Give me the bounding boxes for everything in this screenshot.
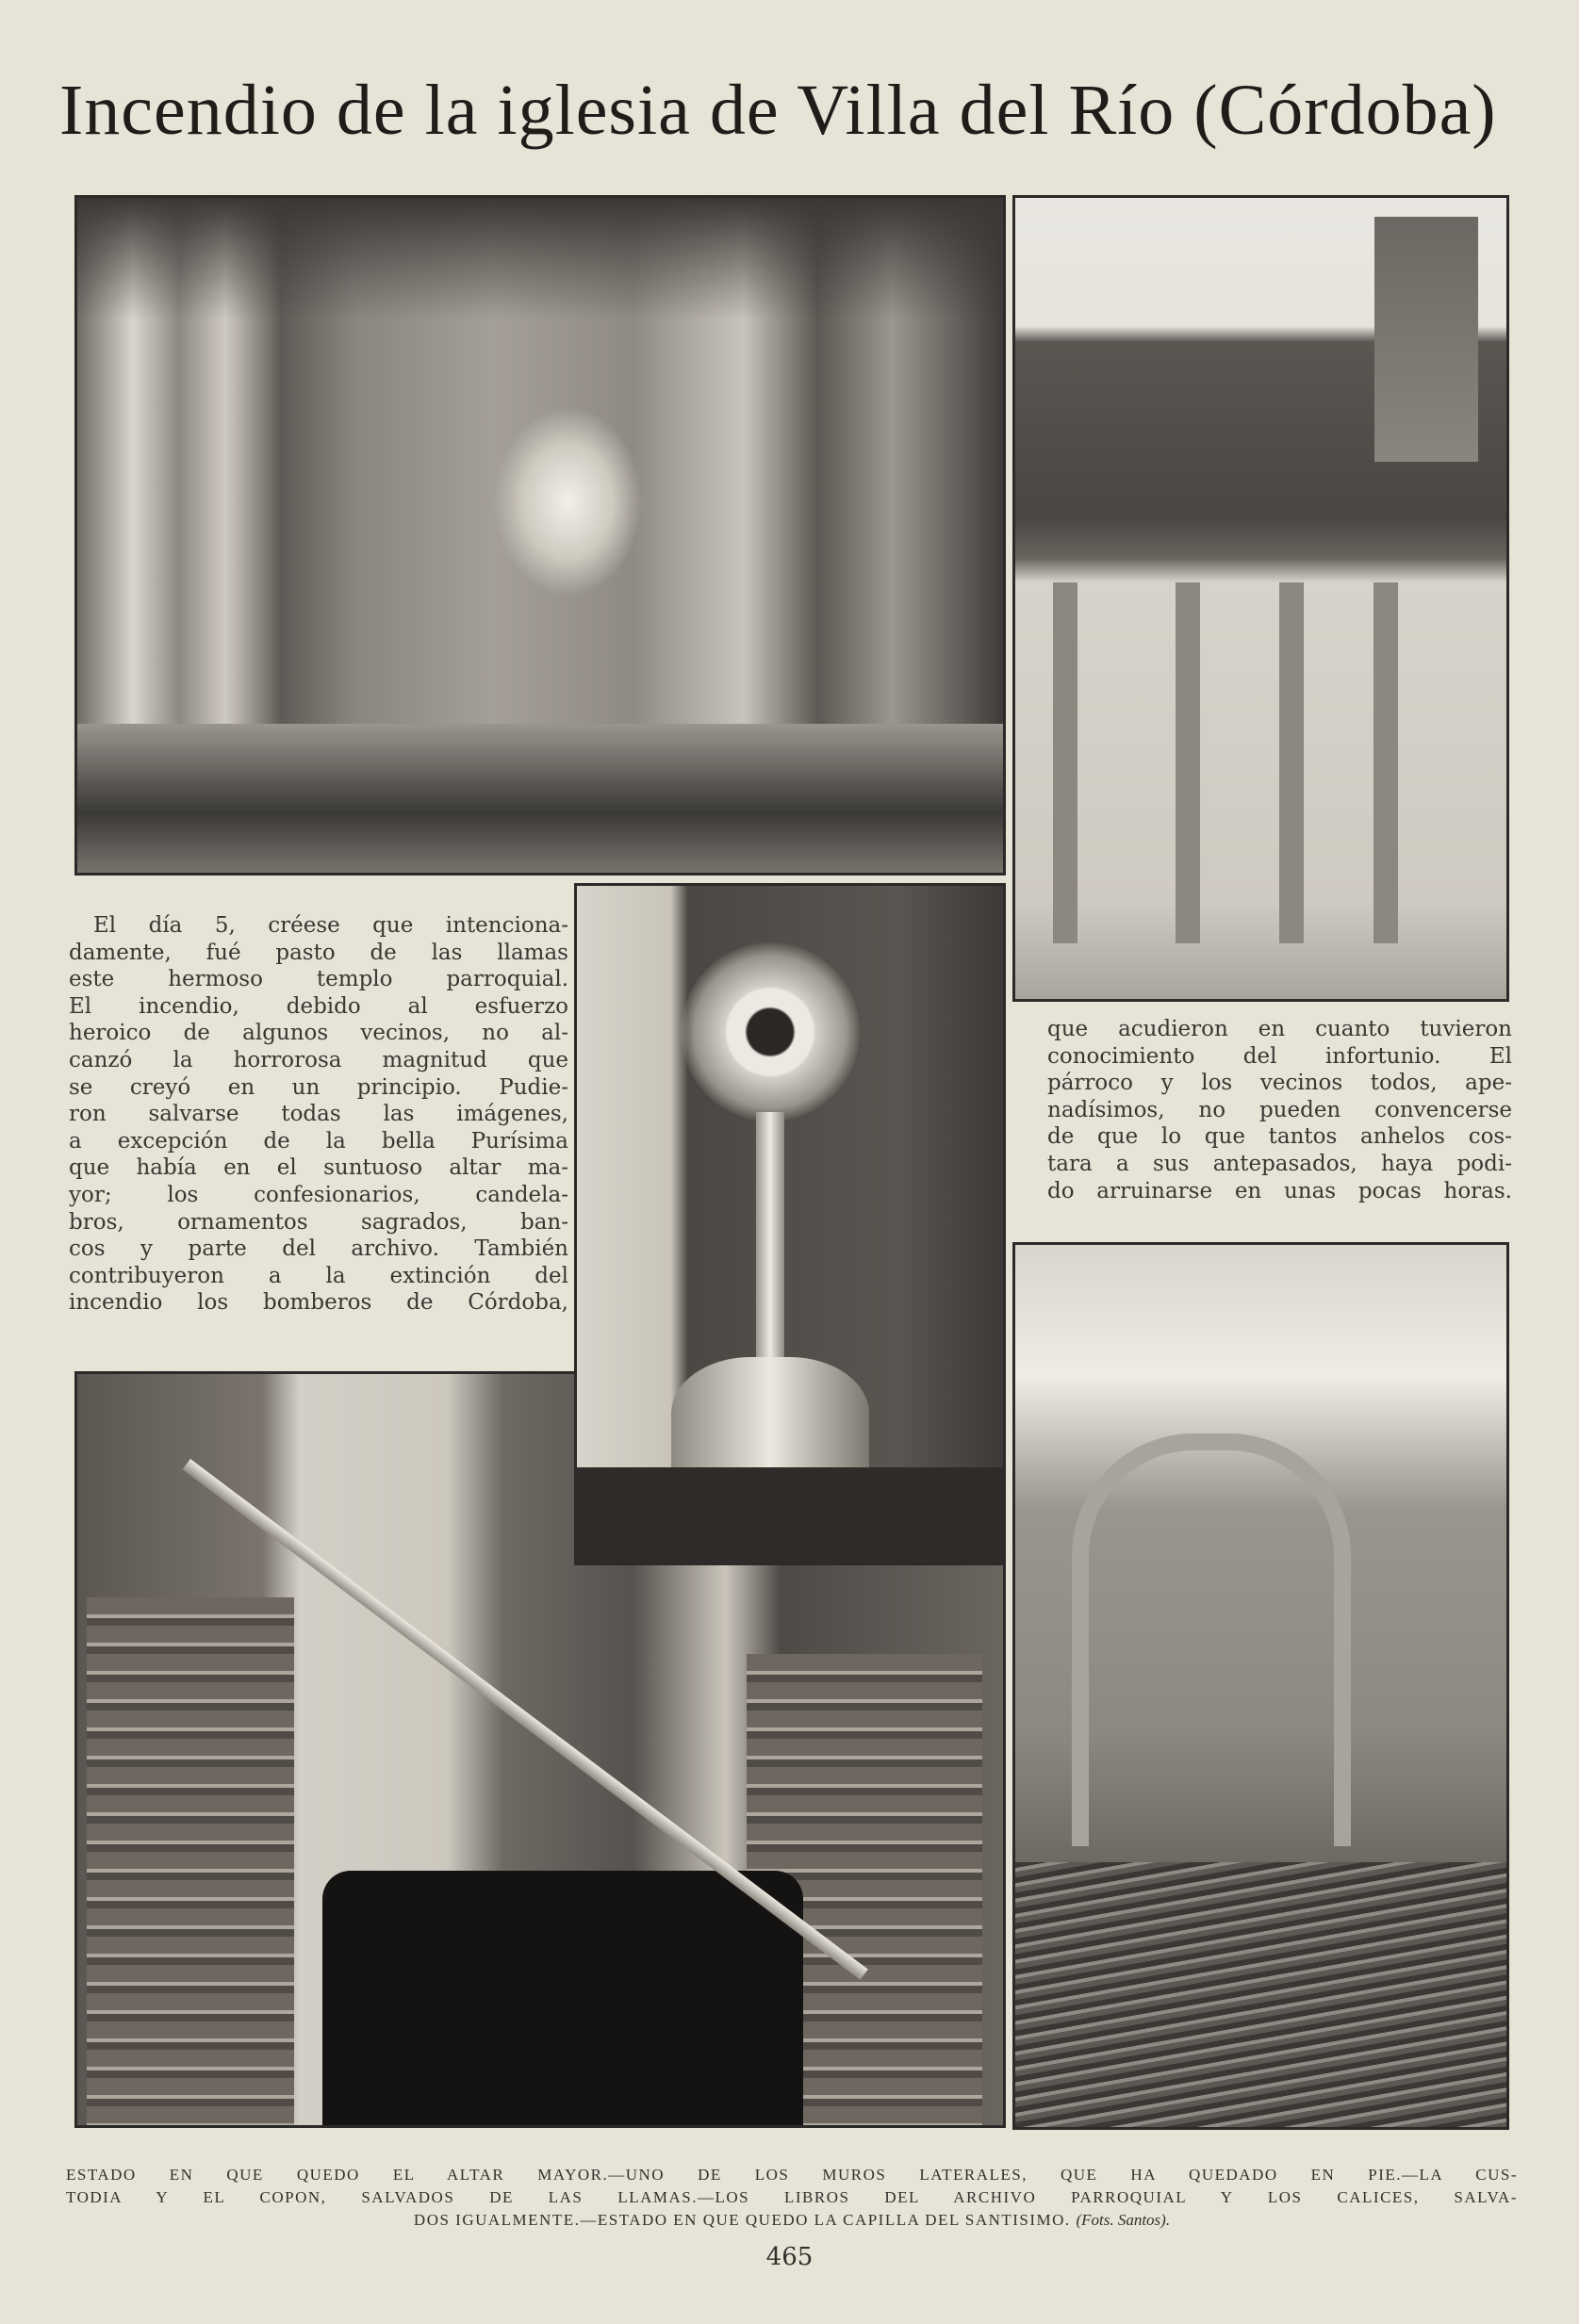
- photo-custodia: [574, 883, 1006, 1565]
- text-line: damente, fué pasto de las llamas: [69, 940, 568, 965]
- text-line: se creyó en un principio. Pudie-: [69, 1074, 568, 1100]
- page-number: 465: [765, 2243, 814, 2271]
- text-line: ron salvarse todas las imágenes,: [69, 1102, 568, 1127]
- article-right-column: [1047, 1016, 1512, 1204]
- text-line: cos y parte del archivo. También: [69, 1236, 568, 1262]
- text-line: contribuyeron a la extinción del: [69, 1263, 568, 1288]
- text-line: El día 5, créese que intenciona-: [93, 913, 568, 938]
- text-line: tara a sus antepasados, haya podi-: [1047, 1151, 1512, 1176]
- text-line: párroco y los vecinos todos, ape-: [1047, 1071, 1512, 1096]
- page-title: Incendio de la iglesia de Villa del Río (Córdoba): [59, 71, 1497, 150]
- photo-capilla-santisimo: [1012, 1242, 1509, 2130]
- text-line: que acudieron en cuanto tuvieron: [1047, 1017, 1512, 1041]
- text-line: conocimiento del infortunio. El: [1047, 1043, 1512, 1069]
- caption-line: ESTADO EN QUE QUEDO EL ALTAR MAYOR.—UNO DE LOS MUROS LATERALES, QUE HA QUEDADO EN PIE.—LA CUS-: [66, 2166, 1518, 2184]
- photo-altar-mayor: [74, 195, 1006, 876]
- photo-muro-lateral: [1012, 195, 1509, 1002]
- text-line: a excepción de la bella Purísima: [69, 1128, 568, 1154]
- text-line: de que lo que tantos anhelos cos-: [1047, 1124, 1512, 1150]
- text-line: que había en el suntuoso altar ma-: [69, 1155, 568, 1181]
- text-line: bros, ornamentos sagrados, ban-: [69, 1209, 568, 1235]
- text-line: canzó la horrorosa magnitud que: [69, 1047, 568, 1072]
- text-line: este hermoso templo parroquial.: [69, 967, 568, 992]
- text-line: incendio los bomberos de Córdoba,: [69, 1290, 568, 1316]
- photo-credit: (Fots. Santos).: [1076, 2211, 1171, 2229]
- photo-caption: [66, 2164, 1518, 2232]
- caption-line: TODIA Y EL COPON, SALVADOS DE LAS LLAMAS.—LOS LIBROS DEL ARCHIVO PARROQUIAL Y LOS CALICES, SALVA-: [66, 2188, 1518, 2206]
- text-line: yor; los confesionarios, candela-: [69, 1182, 568, 1207]
- text-line: nadísimos, no pueden convencerse: [1047, 1097, 1512, 1122]
- article-left-column: [69, 912, 568, 1317]
- text-line: do arruinarse en unas pocas horas.: [1047, 1178, 1512, 1203]
- text-line: heroico de algunos vecinos, no al-: [69, 1021, 568, 1046]
- text-line: El incendio, debido al esfuerzo: [69, 993, 568, 1019]
- caption-line: DOS IGUALMENTE.—ESTADO EN QUE QUEDO LA CAPILLA DEL SANTISIMO.: [413, 2211, 1071, 2229]
